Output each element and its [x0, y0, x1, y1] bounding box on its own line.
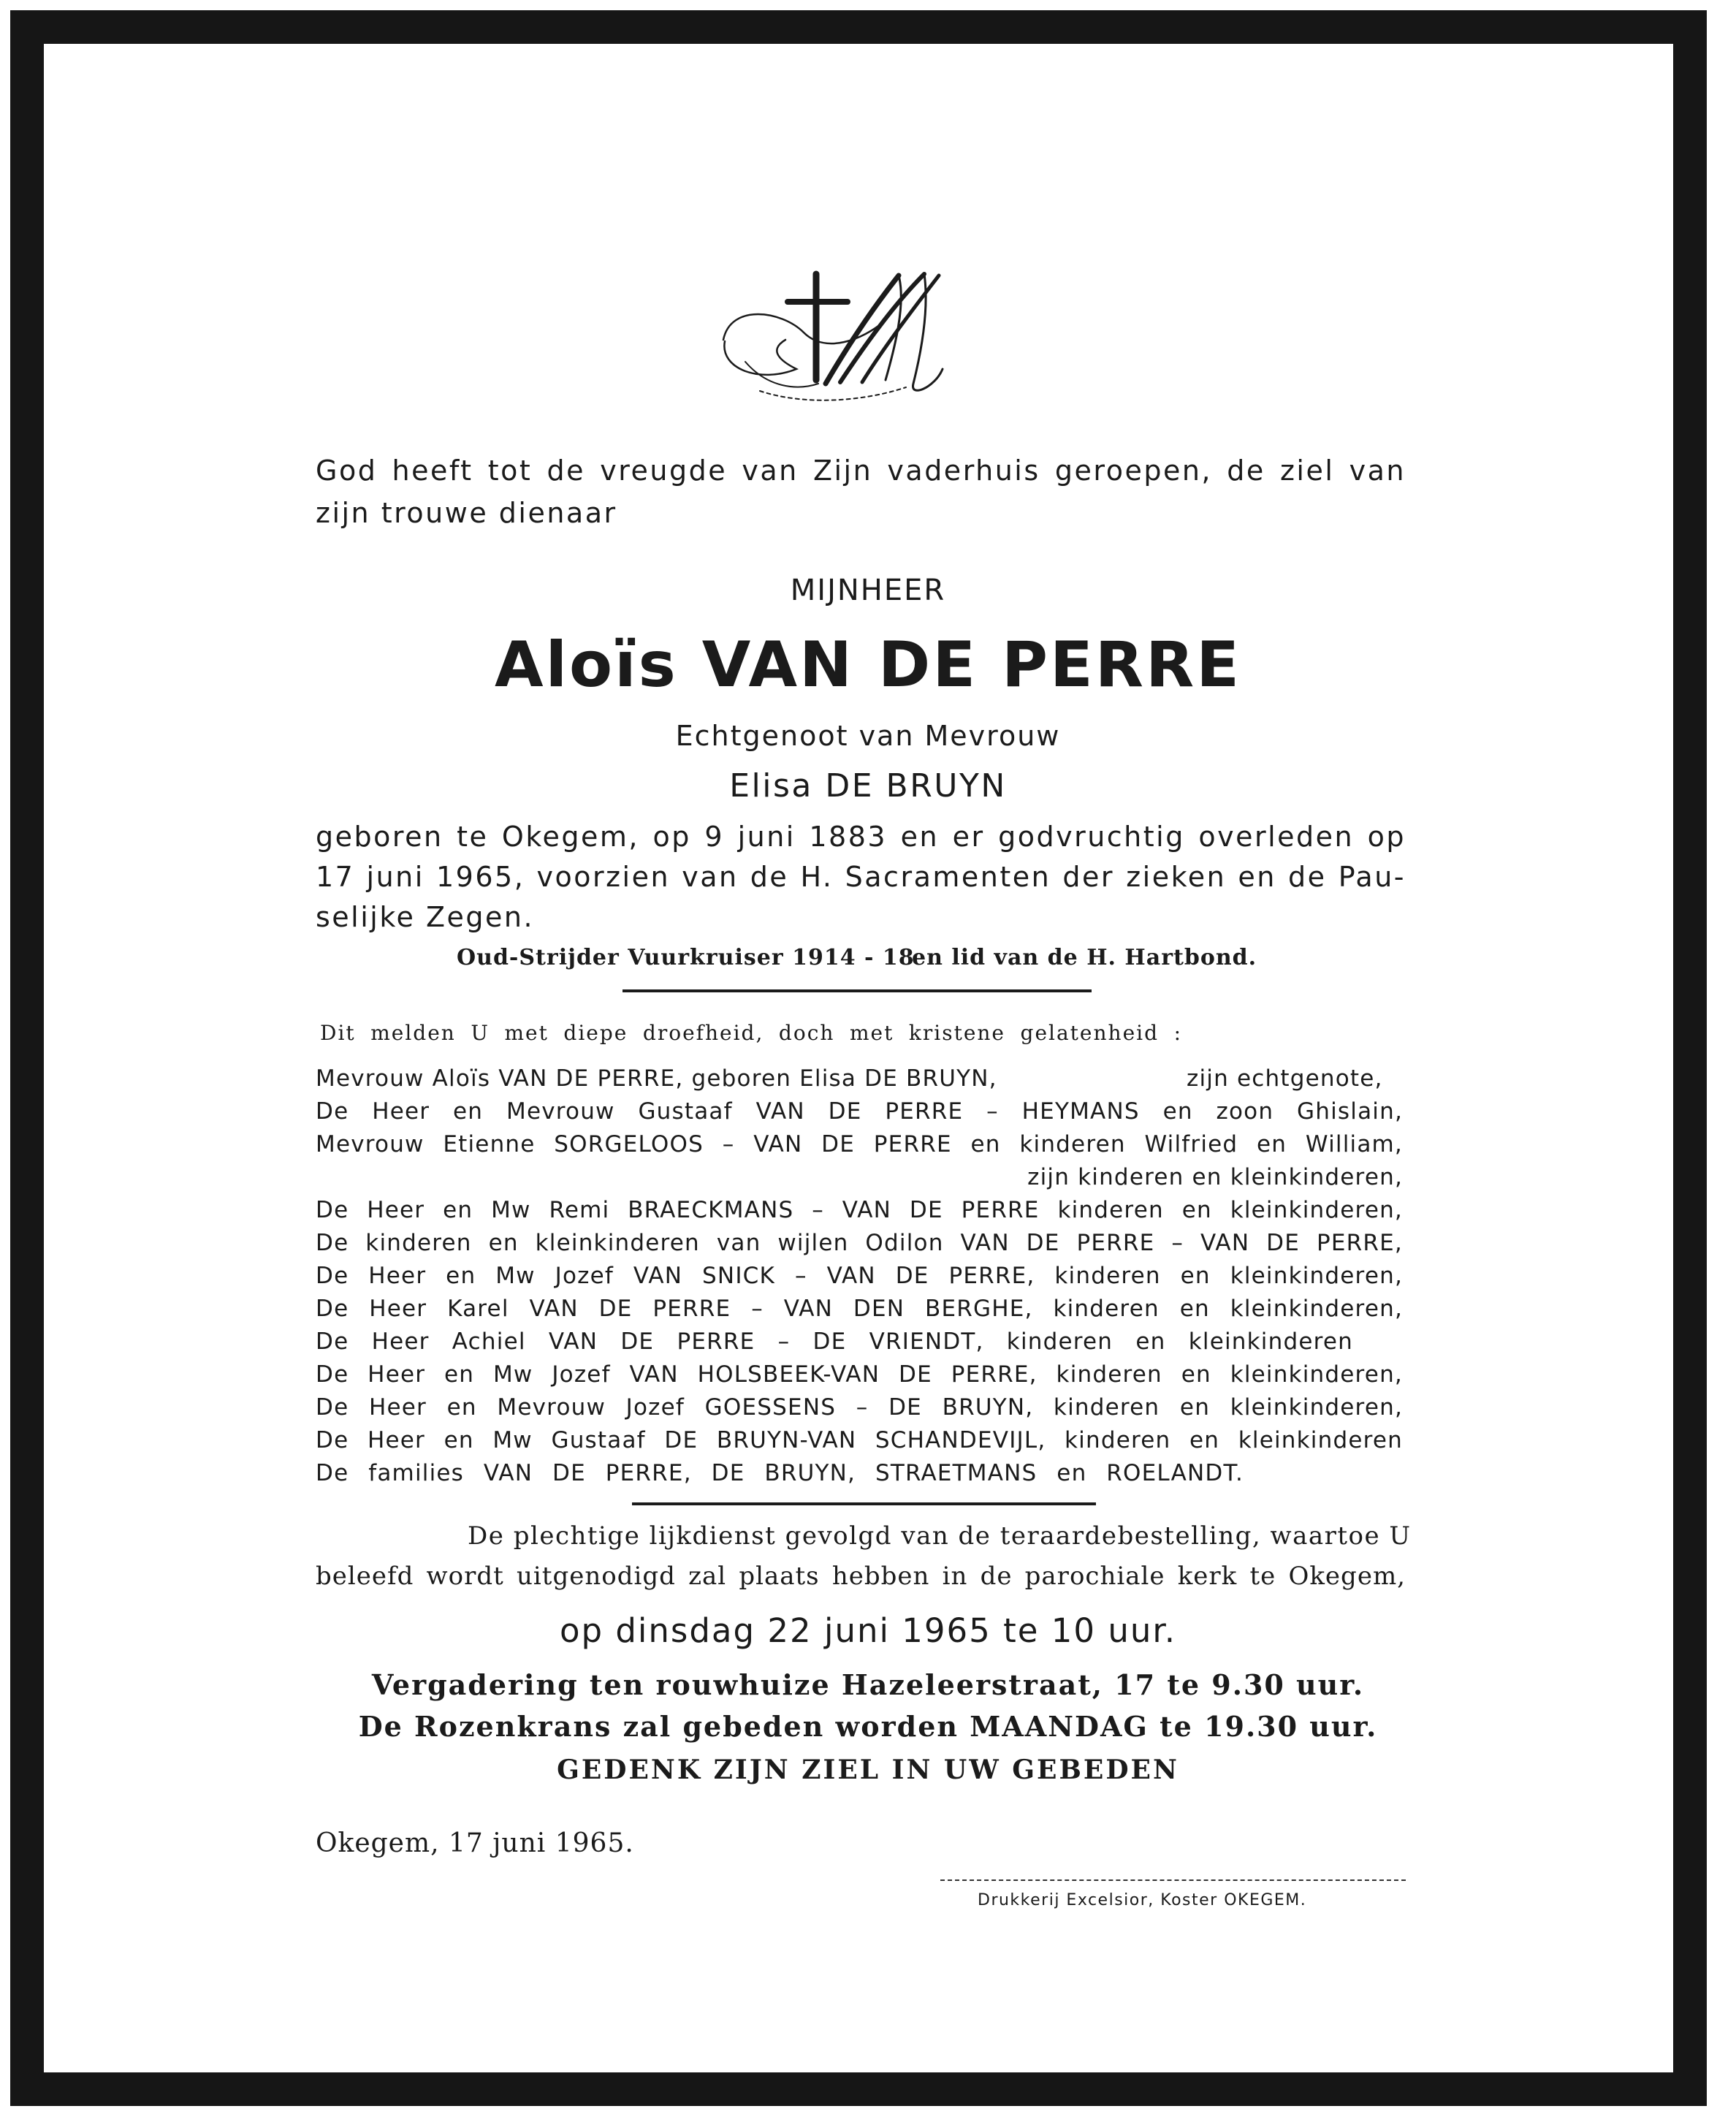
honors-veteran: Oud-Strijder Vuurkruiser 1914 - 18 [457, 945, 915, 970]
prayer-request: GEDENK ZIJN ZIEL IN UW GEBEDEN [557, 1755, 1179, 1785]
bio-line-1: geboren te Okegem, op 9 juni 1883 en er godvruchtig overleden op [316, 821, 1406, 853]
rosary-info: De Rozenkrans zal gebeden worden MAANDAG te 19.30 uur. [358, 1710, 1378, 1743]
family-member: De Heer en Mw Gustaaf DE BRUYN-VAN SCHANDEVIJL, kinderen en kleinkinderen [316, 1427, 1403, 1453]
intro-line-2: zijn trouwe dienaar [316, 497, 617, 529]
gathering-info: Vergadering ten rouwhuize Hazeleerstraat, 17 te 9.30 uur. [371, 1668, 1365, 1701]
cross-monogram-emblem [716, 259, 979, 420]
family-member: De Heer en Mw Remi BRAECKMANS – VAN DE PERRE kinderen en kleinkinderen, [316, 1197, 1403, 1223]
family-spouse: Mevrouw Aloïs VAN DE PERRE, geboren Elisa DE BRUYN, [316, 1065, 997, 1092]
deceased-name: Aloïs VAN DE PERRE [495, 628, 1241, 702]
family-spouse-role: zijn echtgenote, [1187, 1065, 1383, 1092]
service-line-2: beleefd wordt uitgenodigd zal plaats hebben in de parochiale kerk te Okegem, [316, 1562, 1406, 1591]
divider-top [623, 989, 1092, 992]
printer-credit: Drukkerij Excelsior, Koster OKEGEM. [978, 1891, 1307, 1909]
printer-rule [940, 1879, 1406, 1881]
bio-line-2: 17 juni 1965, voorzien van de H. Sacramenten der zieken en de Pau- [316, 861, 1406, 893]
place-date: Okegem, 17 juni 1965. [316, 1828, 634, 1858]
announcement-intro: Dit melden U met diepe droefheid, doch met kristene gelatenheid : [320, 1021, 1182, 1045]
honorific: MIJNHEER [790, 574, 946, 607]
family-member-continuation: zijn kinderen en kleinkinderen, [1027, 1164, 1403, 1190]
spouse-name: Elisa DE BRUYN [729, 767, 1007, 805]
intro-line-1: God heeft tot de vreugde van Zijn vaderhuis geroepen, de ziel van [316, 455, 1406, 487]
bio-line-3: selijke Zegen. [316, 901, 535, 933]
family-member: De Heer en Mw Jozef VAN SNICK – VAN DE PERRE, kinderen en kleinkinderen, [316, 1263, 1403, 1289]
family-member: Mevrouw Etienne SORGELOOS – VAN DE PERRE en kinderen Wilfried en William, [316, 1131, 1403, 1157]
family-member: De kinderen en kleinkinderen van wijlen Odilon VAN DE PERRE – VAN DE PERRE, [316, 1230, 1403, 1256]
service-line-1: De plechtige lijkdienst gevolgd van de teraardebestelling, waartoe U [468, 1521, 1412, 1551]
family-member: De Heer en Mevrouw Jozef GOESSENS – DE BRUYN, kinderen en kleinkinderen, [316, 1394, 1403, 1421]
service-date: op dinsdag 22 juni 1965 te 10 uur. [559, 1611, 1177, 1650]
divider-bottom [632, 1502, 1096, 1505]
family-member: De families VAN DE PERRE, DE BRUYN, STRAETMANS en ROELANDT. [316, 1460, 1244, 1486]
family-member: De Heer en Mevrouw Gustaaf VAN DE PERRE – HEYMANS en zoon Ghislain, [316, 1098, 1403, 1125]
family-member: De Heer en Mw Jozef VAN HOLSBEEK-VAN DE PERRE, kinderen en kleinkinderen, [316, 1361, 1403, 1388]
family-member: De Heer Achiel VAN DE PERRE – DE VRIENDT, kinderen en kleinkinderen [316, 1328, 1353, 1355]
honors-membership: en lid van de H. Hartbond. [912, 945, 1257, 970]
spouse-prefix: Echtgenoot van Mevrouw [675, 720, 1061, 752]
family-member: De Heer Karel VAN DE PERRE – VAN DEN BERGHE, kinderen en kleinkinderen, [316, 1296, 1403, 1322]
